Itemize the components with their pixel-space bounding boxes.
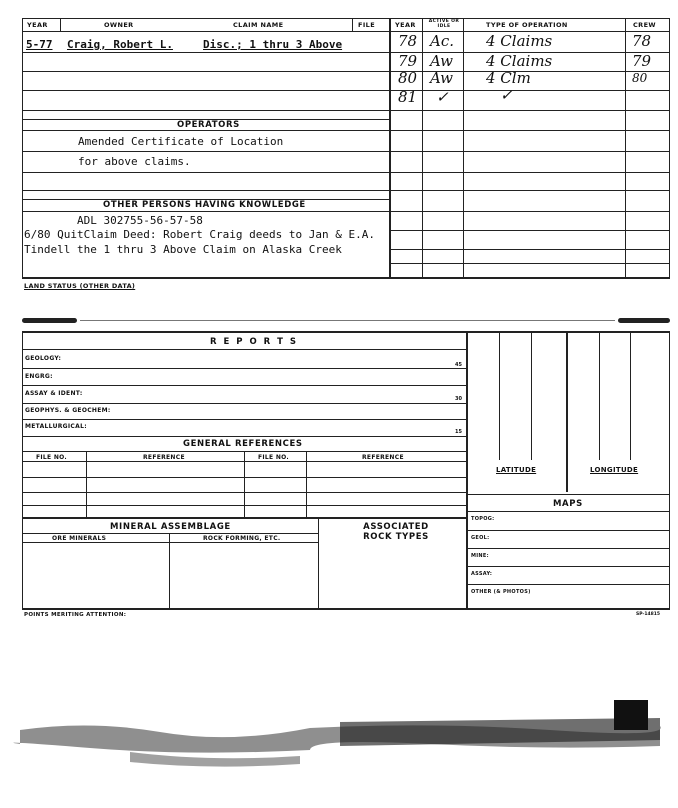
rule — [22, 277, 670, 279]
maps-other-label: OTHER (& PHOTOS) — [471, 589, 531, 595]
rule — [22, 608, 670, 610]
rule — [390, 230, 670, 231]
opk-line-1: ADL 302755-56-57-58 — [77, 214, 203, 227]
rule — [22, 172, 390, 173]
rule — [22, 110, 390, 111]
ops-row-1-year: 78 — [398, 32, 418, 50]
operators-heading: OPERATORS — [177, 120, 240, 130]
rule — [22, 403, 467, 404]
report-geology-label: GEOLOGY: — [25, 355, 62, 362]
ops-row-1-crew: 78 — [632, 32, 652, 50]
rule — [318, 518, 319, 609]
rule — [463, 18, 464, 278]
opk-line-3: Tindell the 1 thru 3 Above Claim on Alaska Creek — [24, 243, 342, 256]
ops-row-4-type: ✓ — [500, 86, 513, 104]
latitude-label: LATITUDE — [496, 466, 537, 474]
ops-row-2-status: Aw — [430, 52, 453, 70]
rule — [390, 90, 670, 91]
rule — [467, 548, 669, 549]
longitude-label: LONGITUDE — [590, 466, 639, 474]
rule — [22, 542, 318, 543]
rule — [80, 320, 615, 321]
rock-forming-label: ROCK FORMING, ETC. — [203, 535, 281, 542]
report-engrg-label: ENGRG: — [25, 373, 53, 380]
opk-line-2: 6/80 QuitClaim Deed: Robert Craig deeds to Jan & E.A. — [24, 228, 375, 241]
associated-rock-types-label: ASSOCIATED ROCK TYPES — [363, 522, 429, 542]
genref-col-file-2: FILE NO. — [258, 454, 290, 461]
rule — [22, 71, 390, 72]
smudge-mark — [22, 318, 77, 323]
rule — [390, 249, 670, 250]
report-geology-num: 45 — [455, 362, 462, 368]
ops-row-4-status: ✓ — [436, 88, 449, 106]
rule — [244, 451, 245, 517]
maps-mine-label: MINE: — [471, 553, 489, 559]
ore-minerals-label: ORE MINERALS — [52, 535, 107, 542]
header-file: FILE — [358, 21, 376, 29]
ops-row-1-type: 4 Claims — [486, 32, 553, 50]
rule — [466, 332, 468, 609]
operators-line-1: Amended Certificate of Location — [78, 135, 284, 148]
rule — [22, 211, 390, 212]
rule — [22, 349, 467, 350]
mineral-assemblage-heading: MINERAL ASSEMBLAGE — [110, 522, 231, 532]
rule — [566, 332, 568, 492]
rule — [22, 436, 467, 437]
rule — [22, 190, 390, 191]
rule — [22, 52, 390, 53]
header-type-of-operation: TYPE OF OPERATION — [486, 21, 568, 29]
opk-heading: OTHER PERSONS HAVING KNOWLEDGE — [103, 200, 306, 210]
form-number: SP-14815 — [636, 612, 660, 617]
genref-col-file-1: FILE NO. — [36, 454, 68, 461]
rule — [306, 451, 307, 517]
report-metallurgical-num: 15 — [455, 429, 462, 435]
report-assay-label: ASSAY & IDENT: — [25, 390, 83, 397]
rule — [390, 151, 670, 152]
rule — [22, 517, 467, 519]
ops-row-3-status: Aw — [430, 69, 453, 87]
smudge-mark — [618, 318, 670, 323]
rule — [22, 18, 670, 19]
ops-row-1-status: Ac. — [430, 32, 455, 50]
rule — [60, 18, 61, 32]
rule — [669, 18, 670, 278]
ops-row-2-type: 4 Claims — [486, 52, 553, 70]
general-references-heading: GENERAL REFERENCES — [183, 439, 303, 449]
maps-topog-label: TOPOG: — [471, 516, 495, 522]
ops-row-4-year: 81 — [398, 88, 418, 106]
rule — [467, 494, 669, 495]
rule — [390, 190, 670, 191]
rule — [531, 332, 532, 460]
rule — [22, 18, 23, 278]
maps-geol-label: GEOL: — [471, 535, 490, 541]
rule — [467, 566, 669, 567]
rule — [169, 534, 170, 609]
header-claim-name: CLAIM NAME — [233, 21, 284, 29]
rule — [22, 385, 467, 386]
rule — [22, 151, 390, 152]
entry-owner: Craig, Robert L. — [67, 38, 173, 51]
entry-year: 5-77 — [26, 38, 53, 51]
rule — [390, 211, 670, 212]
ops-row-3-year: 80 — [398, 69, 418, 87]
report-assay-num: 30 — [455, 396, 462, 402]
rule — [86, 451, 87, 517]
ops-row-2-crew: 79 — [632, 52, 652, 70]
rule — [22, 533, 318, 534]
report-metallurgical-label: METALLURGICAL: — [25, 423, 87, 430]
land-status-label: LAND STATUS (OTHER DATA) — [24, 282, 136, 290]
entry-claim-name: Disc.; 1 thru 3 Above — [203, 38, 343, 51]
rule — [467, 530, 669, 531]
rule — [352, 18, 353, 32]
rule — [467, 584, 669, 585]
genref-col-ref-2: REFERENCE — [362, 454, 404, 461]
scan-noise — [10, 700, 670, 780]
header-year: YEAR — [27, 21, 48, 29]
rule — [389, 18, 391, 278]
header-owner: OWNER — [104, 21, 134, 29]
rule — [22, 130, 390, 131]
rule — [22, 368, 467, 369]
rule — [390, 263, 670, 264]
rule — [669, 332, 670, 609]
rule — [22, 331, 670, 333]
rule — [499, 332, 500, 460]
rule — [599, 332, 600, 460]
rule — [467, 511, 669, 512]
rule — [22, 332, 23, 609]
rule — [390, 130, 670, 131]
rule — [390, 110, 670, 111]
header-crew: CREW — [633, 21, 656, 29]
header-year-2: YEAR — [395, 21, 416, 29]
rule — [390, 172, 670, 173]
rule — [630, 332, 631, 460]
ops-row-2-year: 79 — [398, 52, 418, 70]
rule — [22, 31, 670, 32]
maps-heading: MAPS — [553, 499, 583, 509]
rule — [22, 90, 390, 91]
ops-row-3-crew: 80 — [632, 71, 648, 85]
ops-row-3-type: 4 Clm — [486, 69, 531, 87]
rule — [22, 419, 467, 420]
rule — [422, 18, 423, 278]
report-geophys-label: GEOPHYS. & GEOCHEM: — [25, 407, 111, 414]
maps-assay-label: ASSAY: — [471, 571, 493, 577]
points-meriting-attention-label: POINTS MERITING ATTENTION: — [24, 612, 127, 618]
rule — [625, 18, 626, 278]
operators-line-2: for above claims. — [78, 155, 191, 168]
header-active-or-idle: ACTIVE OR IDLE — [428, 19, 460, 29]
genref-col-ref-1: REFERENCE — [143, 454, 185, 461]
reports-heading: R E P O R T S — [210, 337, 299, 347]
